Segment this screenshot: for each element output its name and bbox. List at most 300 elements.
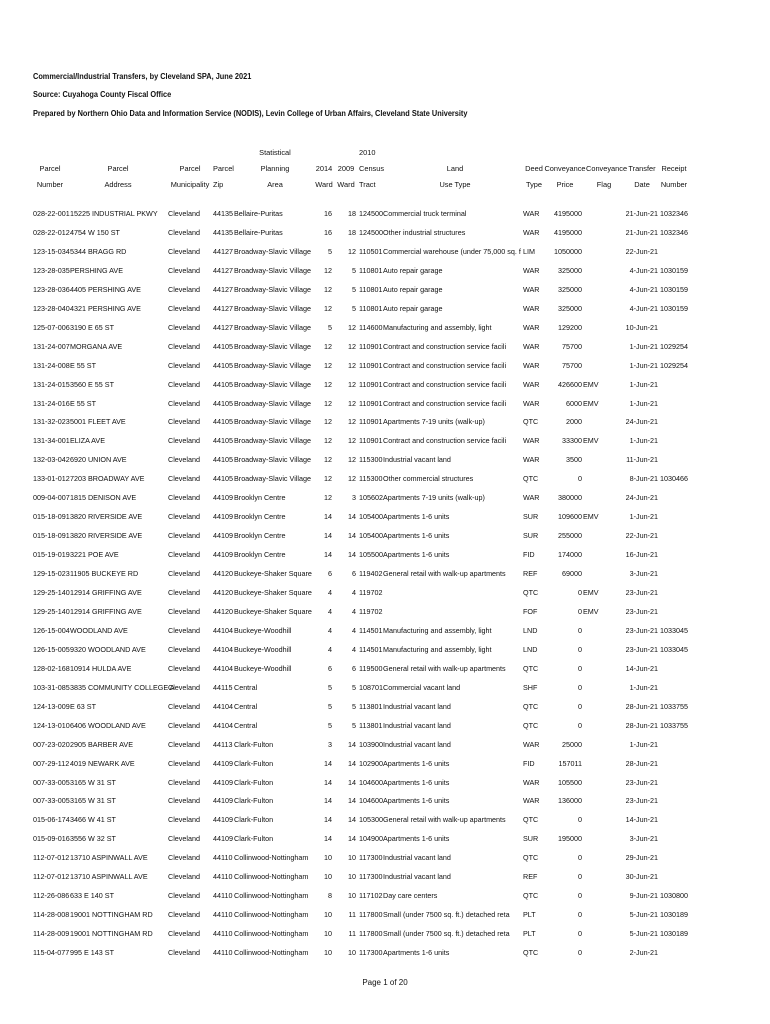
table-row bbox=[0, 511, 770, 523]
cell-ward2014: 12 bbox=[324, 417, 332, 427]
cell-spa: Broadway-Slavic Village bbox=[234, 398, 311, 408]
cell-land-use: Contract and construction service facili bbox=[383, 360, 507, 370]
cell-zip: 44105 bbox=[213, 474, 233, 484]
cell-tract: 114501 bbox=[359, 644, 383, 654]
cell-municipality: Cleveland bbox=[168, 948, 200, 958]
cell-land-use: Industrial vacant land bbox=[383, 872, 451, 882]
cell-spa: Central bbox=[234, 720, 258, 730]
cell-flag: EMV bbox=[583, 436, 599, 446]
report-prepared-by: Prepared by Northern Ohio Data and Information Service (NODIS), Levin College of Urban Affairs, Cleveland State University bbox=[33, 109, 468, 118]
cell-zip: 44109 bbox=[213, 834, 233, 844]
cell-date: 21-Jun-21 bbox=[625, 227, 658, 237]
cell-ward2014: 6 bbox=[328, 663, 332, 673]
cell-ward2014: 12 bbox=[324, 303, 332, 313]
cell-zip: 44110 bbox=[213, 910, 233, 920]
cell-ward2014: 14 bbox=[324, 758, 332, 768]
cell-parcel-number: 114-28-008 bbox=[33, 910, 70, 920]
cell-parcel-address: 3820 RIVERSIDE AVE bbox=[70, 531, 143, 541]
cell-parcel-address: 3556 W 32 ST bbox=[70, 834, 116, 844]
table-row bbox=[0, 663, 770, 675]
cell-zip: 44110 bbox=[213, 872, 233, 882]
column-header-parcel-address: Parcel bbox=[107, 164, 129, 173]
cell-municipality: Cleveland bbox=[168, 796, 200, 806]
column-header-tract: 2010 bbox=[359, 148, 376, 157]
cell-municipality: Cleveland bbox=[168, 910, 200, 920]
cell-ward2014: 10 bbox=[324, 948, 332, 958]
cell-date: 14-Jun-21 bbox=[625, 663, 658, 673]
cell-municipality: Cleveland bbox=[168, 303, 200, 313]
cell-land-use: Apartments 1-6 units bbox=[383, 531, 450, 541]
cell-spa: Broadway-Slavic Village bbox=[234, 341, 311, 351]
cell-ward2009: 10 bbox=[348, 872, 356, 882]
cell-zip: 44120 bbox=[213, 588, 233, 597]
cell-parcel-number: 131-24-008 bbox=[33, 360, 70, 370]
cell-spa: Brooklyn Centre bbox=[234, 531, 286, 541]
cell-zip: 44109 bbox=[213, 815, 233, 825]
cell-land-use: Apartments 1-6 units bbox=[383, 512, 450, 522]
cell-price: 129200 bbox=[558, 322, 582, 332]
cell-date: 1-Jun-21 bbox=[629, 436, 658, 446]
cell-spa: Buckeye-Woodhill bbox=[234, 663, 292, 673]
column-header-ward2009: 2009 bbox=[337, 164, 355, 173]
cell-date: 4-Jun-21 bbox=[629, 284, 658, 294]
cell-land-use: Industrial vacant land bbox=[383, 853, 451, 863]
table-row bbox=[0, 435, 770, 447]
column-header-deed: Deed bbox=[525, 164, 543, 173]
cell-zip: 44105 bbox=[213, 398, 233, 408]
cell-ward2009: 12 bbox=[348, 246, 356, 256]
cell-price: 0 bbox=[578, 606, 582, 616]
table-row bbox=[0, 265, 770, 277]
cell-municipality: Cleveland bbox=[168, 265, 200, 275]
cell-deed: WAR bbox=[523, 398, 540, 408]
cell-price: 109600 bbox=[558, 512, 582, 522]
column-header-municipality: Municipality bbox=[170, 180, 210, 189]
cell-parcel-address: 6406 WOODLAND AVE bbox=[70, 720, 146, 730]
cell-price: 75700 bbox=[562, 360, 582, 370]
cell-parcel-number: 123-15-034 bbox=[33, 246, 70, 256]
cell-ward2014: 12 bbox=[324, 436, 332, 446]
cell-date: 3-Jun-21 bbox=[629, 834, 658, 844]
cell-parcel-address: ELIZA AVE bbox=[70, 436, 106, 446]
cell-ward2014: 5 bbox=[328, 322, 332, 332]
cell-deed: WAR bbox=[523, 209, 540, 218]
table-row bbox=[0, 852, 770, 864]
cell-ward2009: 5 bbox=[352, 701, 356, 711]
cell-land-use: Other commercial structures bbox=[383, 474, 474, 484]
cell-spa: Buckeye-Shaker Square bbox=[234, 606, 312, 616]
cell-price: 0 bbox=[578, 588, 582, 597]
cell-parcel-address: E 55 ST bbox=[70, 360, 96, 370]
cell-ward2009: 6 bbox=[352, 569, 356, 579]
cell-parcel-address: 12914 GRIFFING AVE bbox=[70, 606, 142, 616]
cell-date: 2-Jun-21 bbox=[629, 948, 658, 958]
cell-price: 4195000 bbox=[554, 227, 582, 237]
cell-deed: WAR bbox=[523, 739, 540, 749]
cell-zip: 44105 bbox=[213, 417, 233, 427]
cell-tract: 110801 bbox=[359, 265, 383, 275]
cell-date: 21-Jun-21 bbox=[625, 209, 658, 218]
cell-price: 0 bbox=[578, 948, 582, 958]
cell-spa: Bellaire-Puritas bbox=[234, 209, 283, 218]
cell-land-use: Manufacturing and assembly, light bbox=[383, 322, 492, 332]
cell-ward2014: 12 bbox=[324, 284, 332, 294]
cell-date: 1-Jun-21 bbox=[629, 341, 658, 351]
cell-ward2009: 14 bbox=[348, 739, 356, 749]
cell-parcel-address: 3221 POE AVE bbox=[70, 550, 119, 560]
cell-ward2009: 5 bbox=[352, 284, 356, 294]
cell-ward2014: 6 bbox=[328, 569, 332, 579]
cell-ward2009: 5 bbox=[352, 682, 356, 692]
cell-date: 4-Jun-21 bbox=[629, 265, 658, 275]
cell-parcel-number: 007-33-005 bbox=[33, 796, 70, 806]
cell-municipality: Cleveland bbox=[168, 474, 200, 484]
cell-parcel-address: 3165 W 31 ST bbox=[70, 796, 116, 806]
cell-parcel-number: 123-28-036 bbox=[33, 284, 70, 294]
cell-ward2009: 12 bbox=[348, 436, 356, 446]
cell-ward2014: 4 bbox=[328, 606, 332, 616]
cell-zip: 44110 bbox=[213, 853, 233, 863]
cell-date: 24-Jun-21 bbox=[625, 493, 658, 503]
column-header-row bbox=[0, 148, 770, 160]
cell-date: 1-Jun-21 bbox=[629, 398, 658, 408]
cell-date: 28-Jun-21 bbox=[625, 720, 658, 730]
table-row bbox=[0, 833, 770, 845]
cell-parcel-number: 015-18-091 bbox=[33, 512, 70, 522]
cell-land-use: Industrial vacant land bbox=[383, 720, 451, 730]
cell-receipt: 1032346 bbox=[660, 209, 688, 218]
cell-flag: EMV bbox=[583, 398, 599, 408]
cell-parcel-address: 2905 BARBER AVE bbox=[70, 739, 133, 749]
cell-deed: WAR bbox=[523, 322, 540, 332]
cell-date: 23-Jun-21 bbox=[625, 606, 658, 616]
cell-ward2014: 14 bbox=[324, 834, 332, 844]
cell-zip: 44109 bbox=[213, 796, 233, 806]
cell-parcel-address: 5001 FLEET AVE bbox=[70, 417, 126, 427]
cell-deed: QTC bbox=[523, 948, 539, 958]
cell-parcel-number: 009-04-007 bbox=[33, 493, 70, 503]
cell-municipality: Cleveland bbox=[168, 853, 200, 863]
cell-ward2009: 3 bbox=[352, 493, 356, 503]
cell-receipt: 1029254 bbox=[660, 360, 688, 370]
cell-ward2014: 12 bbox=[324, 493, 332, 503]
cell-zip: 44109 bbox=[213, 512, 233, 522]
cell-parcel-address: 3820 RIVERSIDE AVE bbox=[70, 512, 143, 522]
cell-parcel-address: 3190 E 65 ST bbox=[70, 322, 114, 332]
cell-receipt: 1030189 bbox=[660, 910, 688, 920]
cell-ward2009: 4 bbox=[352, 606, 356, 616]
cell-municipality: Cleveland bbox=[168, 682, 200, 692]
cell-ward2014: 8 bbox=[328, 891, 332, 901]
cell-parcel-address: 1815 DENISON AVE bbox=[70, 493, 137, 503]
cell-price: 0 bbox=[578, 815, 582, 825]
cell-parcel-number: 007-33-005 bbox=[33, 777, 70, 787]
cell-municipality: Cleveland bbox=[168, 341, 200, 351]
cell-ward2009: 12 bbox=[348, 398, 356, 408]
cell-municipality: Cleveland bbox=[168, 758, 200, 768]
cell-deed: WAR bbox=[523, 455, 540, 465]
cell-zip: 44120 bbox=[213, 569, 233, 579]
cell-price: 0 bbox=[578, 720, 582, 730]
cell-parcel-number: 123-28-040 bbox=[33, 303, 70, 313]
column-header-parcel-number: Parcel bbox=[39, 164, 61, 173]
cell-zip: 44127 bbox=[213, 284, 233, 294]
cell-ward2014: 5 bbox=[328, 246, 332, 256]
cell-parcel-address: 5344 BRAGG RD bbox=[70, 246, 127, 256]
column-header-price: Conveyance bbox=[544, 164, 586, 173]
cell-parcel-address: 4754 W 150 ST bbox=[70, 227, 120, 237]
cell-ward2014: 14 bbox=[324, 512, 332, 522]
cell-price: 0 bbox=[578, 872, 582, 882]
cell-tract: 110901 bbox=[359, 398, 383, 408]
column-header-flag: Conveyance bbox=[586, 164, 628, 173]
cell-land-use: Other industrial structures bbox=[383, 227, 466, 237]
cell-ward2009: 12 bbox=[348, 341, 356, 351]
cell-spa: Broadway-Slavic Village bbox=[234, 379, 311, 389]
cell-spa: Central bbox=[234, 701, 258, 711]
cell-tract: 113801 bbox=[359, 720, 383, 730]
cell-tract: 119702 bbox=[359, 588, 383, 597]
cell-ward2009: 18 bbox=[348, 209, 356, 218]
cell-land-use: Apartments 1-6 units bbox=[383, 550, 450, 560]
cell-spa: Broadway-Slavic Village bbox=[234, 322, 311, 332]
cell-spa: Brooklyn Centre bbox=[234, 493, 286, 503]
cell-deed: LND bbox=[523, 625, 538, 635]
table-row bbox=[0, 492, 770, 504]
cell-tract: 110801 bbox=[359, 284, 383, 294]
cell-parcel-address: 13710 ASPINWALL AVE bbox=[70, 853, 148, 863]
table-row bbox=[0, 246, 770, 258]
cell-parcel-number: 015-19-019 bbox=[33, 550, 70, 560]
cell-municipality: Cleveland bbox=[168, 929, 200, 939]
cell-municipality: Cleveland bbox=[168, 417, 200, 427]
cell-price: 0 bbox=[578, 644, 582, 654]
cell-receipt: 1032346 bbox=[660, 227, 688, 237]
cell-parcel-address: 7203 BROADWAY AVE bbox=[70, 474, 145, 484]
cell-parcel-address: 3165 W 31 ST bbox=[70, 777, 116, 787]
cell-tract: 114501 bbox=[359, 625, 383, 635]
cell-date: 1-Jun-21 bbox=[629, 739, 658, 749]
cell-receipt: 1033755 bbox=[660, 720, 688, 730]
cell-deed: WAR bbox=[523, 341, 540, 351]
cell-parcel-number: 131-24-007 bbox=[33, 341, 70, 351]
cell-receipt: 1033755 bbox=[660, 701, 688, 711]
cell-municipality: Cleveland bbox=[168, 777, 200, 787]
column-header-spa: Planning bbox=[260, 164, 290, 173]
cell-parcel-address: 19001 NOTTINGHAM RD bbox=[70, 910, 153, 920]
cell-ward2009: 14 bbox=[348, 550, 356, 560]
cell-deed: QTC bbox=[523, 588, 539, 597]
cell-spa: Clark-Fulton bbox=[234, 758, 274, 768]
cell-tract: 117300 bbox=[359, 853, 383, 863]
cell-zip: 44109 bbox=[213, 493, 233, 503]
cell-ward2014: 5 bbox=[328, 682, 332, 692]
cell-deed: LIM bbox=[523, 246, 535, 256]
cell-ward2014: 12 bbox=[324, 265, 332, 275]
cell-municipality: Cleveland bbox=[168, 588, 200, 597]
cell-spa: Central bbox=[234, 682, 258, 692]
cell-deed: FOF bbox=[523, 606, 538, 616]
cell-date: 1-Jun-21 bbox=[629, 512, 658, 522]
column-header-date: Transfer bbox=[628, 164, 656, 173]
cell-date: 30-Jun-21 bbox=[625, 872, 658, 882]
cell-price: 3500 bbox=[566, 455, 582, 465]
cell-date: 1-Jun-21 bbox=[629, 682, 658, 692]
cell-tract: 117102 bbox=[359, 891, 383, 901]
cell-tract: 108701 bbox=[359, 682, 383, 692]
cell-tract: 110901 bbox=[359, 436, 383, 446]
cell-parcel-number: 124-13-009 bbox=[33, 701, 70, 711]
column-header-tract: Tract bbox=[359, 180, 376, 189]
cell-municipality: Cleveland bbox=[168, 398, 200, 408]
cell-municipality: Cleveland bbox=[168, 872, 200, 882]
table-row bbox=[0, 928, 770, 940]
cell-ward2014: 5 bbox=[328, 701, 332, 711]
report-title: Commercial/Industrial Transfers, by Cleveland SPA, June 2021 bbox=[33, 72, 252, 81]
cell-parcel-number: 131-32-023 bbox=[33, 417, 70, 427]
cell-ward2009: 14 bbox=[348, 796, 356, 806]
cell-parcel-address: 15225 INDUSTRIAL PKWY bbox=[70, 209, 158, 218]
column-header-spa: Area bbox=[267, 180, 283, 189]
cell-municipality: Cleveland bbox=[168, 493, 200, 503]
cell-municipality: Cleveland bbox=[168, 322, 200, 332]
cell-price: 136000 bbox=[558, 796, 582, 806]
cell-ward2009: 5 bbox=[352, 720, 356, 730]
cell-municipality: Cleveland bbox=[168, 284, 200, 294]
cell-tract: 103900 bbox=[359, 739, 383, 749]
cell-flag: EMV bbox=[583, 588, 599, 597]
column-header-price: Price bbox=[556, 180, 574, 189]
cell-price: 69000 bbox=[562, 569, 582, 579]
cell-municipality: Cleveland bbox=[168, 606, 200, 616]
column-header-land-use: Use Type bbox=[439, 180, 471, 189]
cell-flag: EMV bbox=[583, 379, 599, 389]
table-row bbox=[0, 208, 770, 220]
table-row bbox=[0, 454, 770, 466]
column-header-spa: Statistical bbox=[259, 148, 291, 157]
cell-tract: 124500 bbox=[359, 209, 383, 218]
cell-parcel-number: 007-23-020 bbox=[33, 739, 70, 749]
cell-parcel-address: MORGANA AVE bbox=[70, 341, 123, 351]
cell-parcel-number: 112-26-086 bbox=[33, 891, 70, 901]
cell-municipality: Cleveland bbox=[168, 739, 200, 749]
cell-zip: 44110 bbox=[213, 891, 233, 901]
cell-zip: 44104 bbox=[213, 625, 233, 635]
table-row bbox=[0, 814, 770, 826]
cell-deed: REF bbox=[523, 569, 538, 579]
cell-land-use: Apartments 7-19 units (walk-up) bbox=[383, 417, 485, 427]
cell-land-use: Contract and construction service facili bbox=[383, 341, 507, 351]
column-header-row bbox=[0, 180, 770, 192]
table-row bbox=[0, 682, 770, 694]
cell-receipt: 1030466 bbox=[660, 474, 688, 484]
table-row bbox=[0, 473, 770, 485]
table-row bbox=[0, 947, 770, 959]
cell-date: 23-Jun-21 bbox=[625, 588, 658, 597]
column-header-zip: Zip bbox=[213, 180, 224, 189]
cell-price: 0 bbox=[578, 474, 582, 484]
cell-parcel-number: 124-13-010 bbox=[33, 720, 70, 730]
cell-municipality: Cleveland bbox=[168, 815, 200, 825]
cell-ward2014: 4 bbox=[328, 644, 332, 654]
table-row bbox=[0, 379, 770, 391]
cell-zip: 44109 bbox=[213, 777, 233, 787]
cell-ward2009: 11 bbox=[348, 910, 356, 920]
cell-ward2009: 14 bbox=[348, 531, 356, 541]
cell-deed: LND bbox=[523, 644, 538, 654]
cell-zip: 44109 bbox=[213, 531, 233, 541]
table-row bbox=[0, 871, 770, 883]
cell-ward2009: 10 bbox=[348, 853, 356, 863]
cell-parcel-number: 128-02-168 bbox=[33, 663, 70, 673]
cell-parcel-number: 114-28-009 bbox=[33, 929, 70, 939]
cell-date: 3-Jun-21 bbox=[629, 569, 658, 579]
cell-receipt: 1029254 bbox=[660, 341, 688, 351]
cell-tract: 105400 bbox=[359, 531, 383, 541]
cell-zip: 44109 bbox=[213, 550, 233, 560]
cell-deed: PLT bbox=[523, 929, 536, 939]
cell-date: 4-Jun-21 bbox=[629, 303, 658, 313]
cell-ward2009: 12 bbox=[348, 455, 356, 465]
column-header-flag: Flag bbox=[596, 180, 612, 189]
cell-parcel-address: 10914 HULDA AVE bbox=[70, 663, 132, 673]
cell-ward2014: 4 bbox=[328, 625, 332, 635]
cell-ward2009: 12 bbox=[348, 379, 356, 389]
cell-flag: EMV bbox=[583, 606, 599, 616]
cell-parcel-number: 007-29-112 bbox=[33, 758, 70, 768]
cell-ward2014: 12 bbox=[324, 379, 332, 389]
cell-zip: 44104 bbox=[213, 720, 233, 730]
cell-receipt: 1030159 bbox=[660, 303, 688, 313]
cell-price: 174000 bbox=[558, 550, 582, 560]
cell-date: 22-Jun-21 bbox=[625, 531, 658, 541]
table-row bbox=[0, 227, 770, 239]
cell-spa: Collinwood-Nottingham bbox=[234, 929, 309, 939]
cell-price: 325000 bbox=[558, 265, 582, 275]
cell-parcel-address: 9320 WOODLAND AVE bbox=[70, 644, 146, 654]
table-row bbox=[0, 322, 770, 334]
cell-ward2009: 10 bbox=[348, 891, 356, 901]
cell-zip: 44109 bbox=[213, 758, 233, 768]
cell-parcel-number: 126-15-004 bbox=[33, 625, 70, 635]
cell-parcel-number: 028-22-001 bbox=[33, 209, 70, 218]
cell-price: 157011 bbox=[558, 758, 582, 768]
cell-tract: 110801 bbox=[359, 303, 383, 313]
cell-zip: 44127 bbox=[213, 303, 233, 313]
cell-price: 4195000 bbox=[554, 209, 582, 218]
cell-price: 380000 bbox=[558, 493, 582, 503]
cell-zip: 44113 bbox=[213, 739, 233, 749]
cell-ward2009: 5 bbox=[352, 265, 356, 275]
cell-date: 23-Jun-21 bbox=[625, 777, 658, 787]
cell-land-use: Day care centers bbox=[383, 891, 438, 901]
cell-zip: 44105 bbox=[213, 341, 233, 351]
cell-municipality: Cleveland bbox=[168, 246, 200, 256]
cell-ward2009: 14 bbox=[348, 834, 356, 844]
table-row bbox=[0, 625, 770, 637]
cell-date: 28-Jun-21 bbox=[625, 701, 658, 711]
cell-tract: 104600 bbox=[359, 796, 383, 806]
cell-zip: 44127 bbox=[213, 322, 233, 332]
cell-date: 8-Jun-21 bbox=[629, 474, 658, 484]
cell-zip: 44127 bbox=[213, 246, 233, 256]
cell-date: 23-Jun-21 bbox=[625, 625, 658, 635]
cell-land-use: Small (under 7500 sq. ft.) detached reta bbox=[383, 929, 510, 939]
cell-ward2014: 10 bbox=[324, 872, 332, 882]
table-row bbox=[0, 758, 770, 770]
cell-parcel-address: 4019 NEWARK AVE bbox=[70, 758, 135, 768]
table-row bbox=[0, 701, 770, 713]
